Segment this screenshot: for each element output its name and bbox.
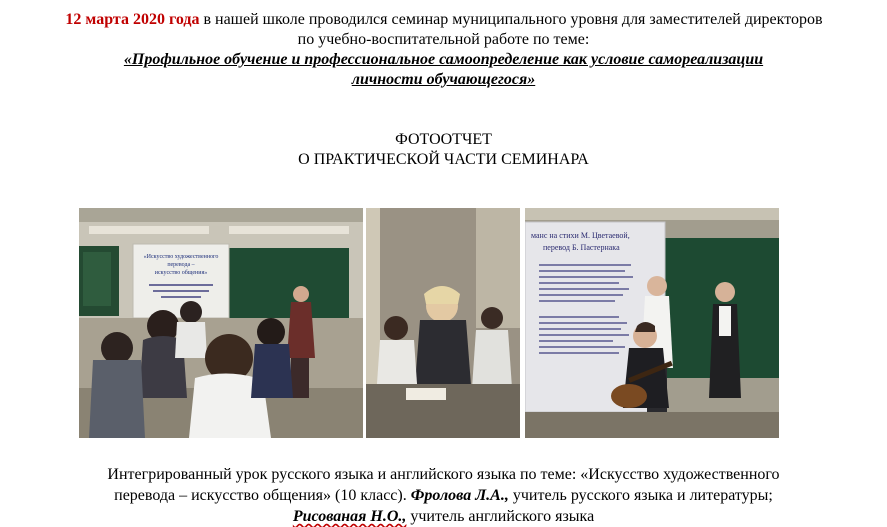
slide-heading-1: манс на стихи М. Цветаевой,: [531, 231, 630, 240]
slide-title-1: «Искусство художественного: [143, 254, 219, 260]
teacher-name-2: Рисованая Н.О.,: [292, 508, 407, 525]
caption-line-3: [0, 507, 887, 526]
caption-line-2: [0, 486, 887, 505]
slide-title-2: перевода –: [167, 262, 195, 268]
slide-title-3: искусство общения»: [154, 270, 208, 276]
seminar-theme-line-1: «Профильное обучение и профессиональное самоопределение как условие самореализации: [123, 51, 764, 68]
photo-song-performance: [525, 208, 779, 438]
report-title: ФОТООТЧЕТ: [395, 131, 492, 148]
caption-text: перевода – искусство общения» (10 класс).: [114, 487, 411, 504]
seminar-theme-line-2: личности обучающегося»: [351, 71, 536, 88]
photo-classroom-lesson: [79, 208, 363, 438]
intro-line-2: по учебно-воспитательной работе по теме:: [297, 31, 590, 48]
slide-heading-2: перевод Б. Пастернака: [543, 243, 620, 252]
photo-teacher-with-students: [366, 208, 520, 438]
intro-text: в нашей школе проводился семинар муниципального уровня для заместителей директоров: [199, 11, 823, 28]
teacher-role-1: учитель русского языка и литературы;: [508, 487, 773, 504]
intro-line-1: [4, 10, 884, 29]
teacher-name-1: Фролова Л.А.,: [410, 487, 509, 504]
report-subtitle: О ПРАКТИЧЕСКОЙ ЧАСТИ СЕМИНАРА: [298, 151, 589, 168]
teacher-role-2: учитель английского языка: [406, 508, 595, 525]
seminar-date: 12 марта 2020 года: [65, 11, 200, 28]
caption-line-1: Интегрированный урок русского языка и английского языка по теме: «Искусство художественного: [107, 466, 780, 483]
